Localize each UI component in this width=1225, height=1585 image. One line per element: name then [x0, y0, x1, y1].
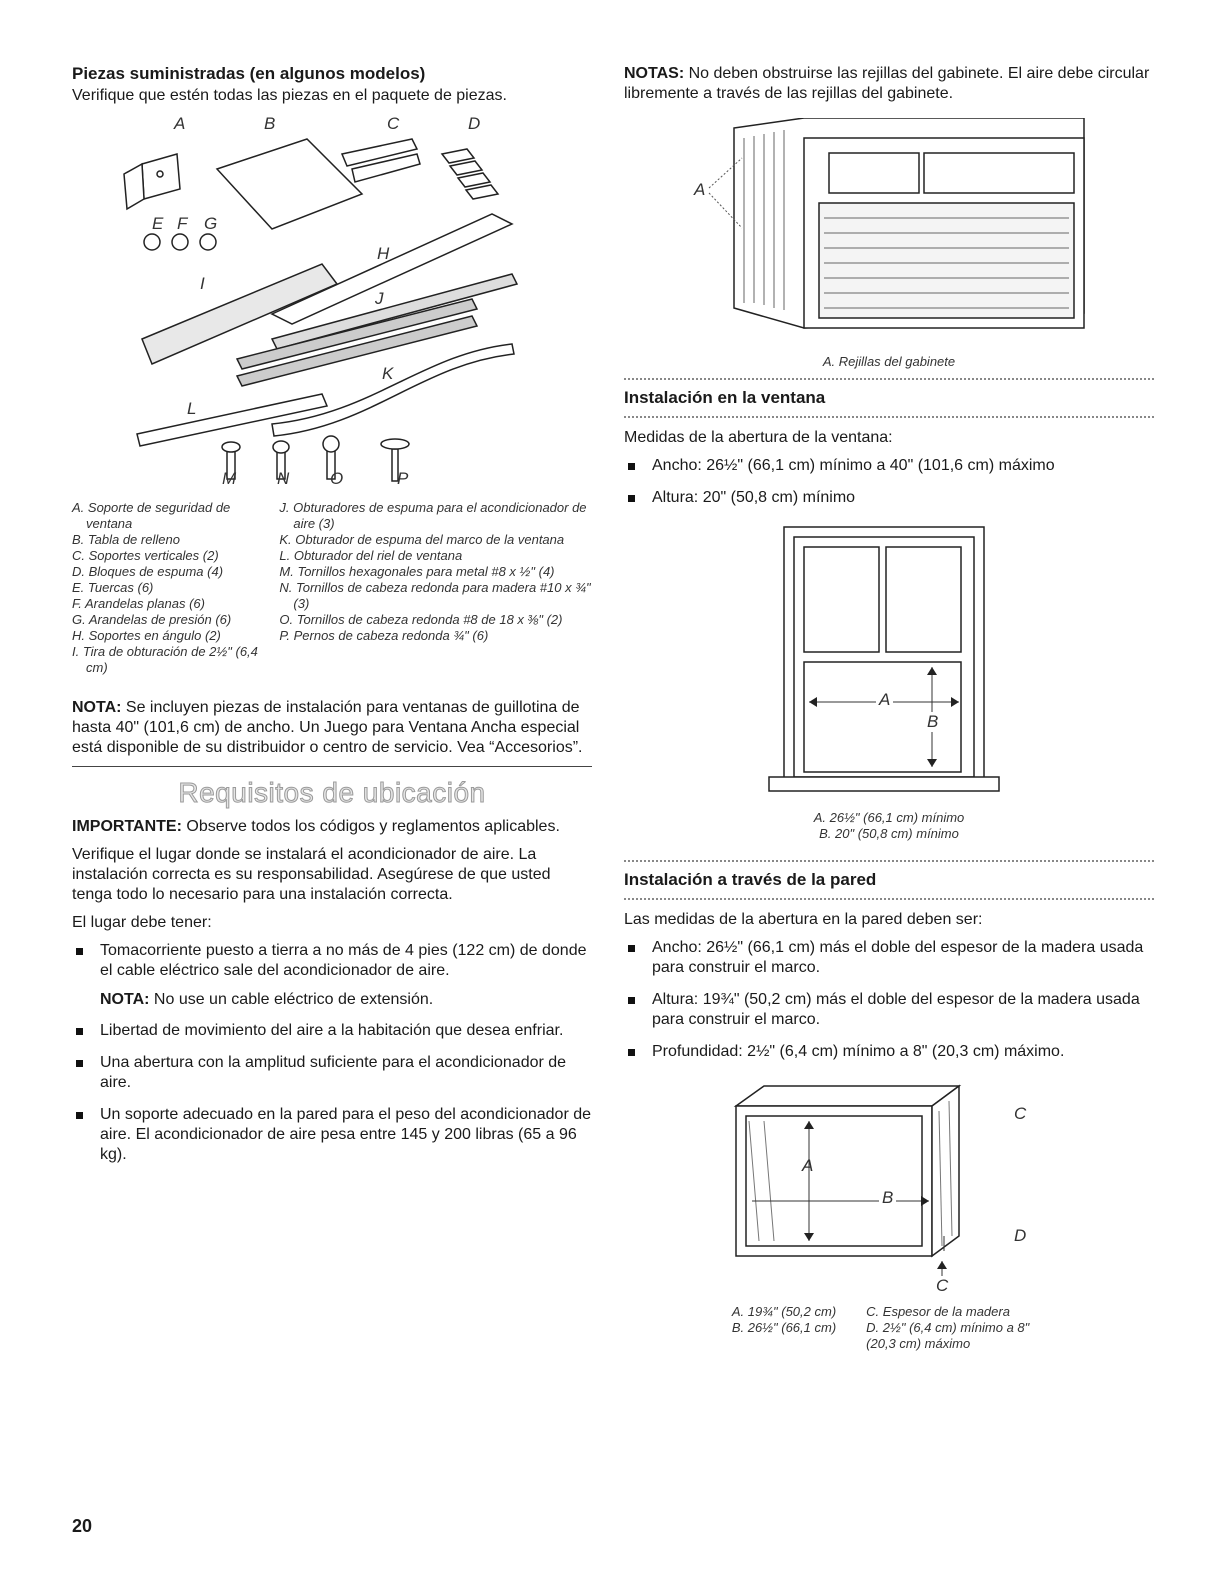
window-letter-b: B — [924, 712, 941, 732]
window-caption-b: B. 20" (50,8 cm) mínimo — [819, 826, 959, 841]
legend-column-2 — [279, 500, 592, 676]
notas-label: NOTAS: — [624, 65, 685, 82]
nota-text: Se incluyen piezas de instalación para ventanas de guillotina de hasta 40" (101,6 cm) de ancho. Un Juego para Ventana Ancha especial está disponible de su distribuidor o centro de servicio. Vea “Accesorios”. — [72, 699, 583, 756]
fig-letter-o: O — [330, 469, 344, 488]
place-paragraph: El lugar debe tener: — [72, 914, 212, 931]
bullet-note-text: No use un cable eléctrico de extensión. — [149, 991, 434, 1008]
list-item: Libertad de movimiento del aire a la habitación que desea enfriar. — [72, 1021, 592, 1041]
page-number: 20 — [72, 1516, 93, 1536]
legend-item: B. Tabla de relleno — [72, 532, 180, 547]
wall-caption-d: D. 2½" (6,4 cm) mínimo a 8" (20,3 cm) máximo — [866, 1320, 1030, 1351]
legend-item: G. Arandelas de presión (6) — [72, 612, 232, 627]
list-item: Una abertura con la amplitud suficiente para el acondicionador de aire. — [72, 1053, 592, 1093]
list-item: Ancho: 26½" (66,1 cm) mínimo a 40" (101,6 cm) máximo — [624, 456, 1154, 476]
legend-item: A. Soporte de seguridad de ventana — [72, 500, 231, 531]
window-illustration — [624, 522, 1154, 802]
legend-item: C. Soportes verticales (2) — [72, 548, 219, 563]
wall-caption-col-1 — [732, 1304, 836, 1352]
window-intro: Medidas de la abertura de la ventana: — [624, 429, 893, 446]
fig-letter-k: K — [382, 364, 394, 383]
legend-item: L. Obturador del riel de ventana — [279, 548, 463, 563]
fig-letter-m: M — [222, 469, 237, 488]
left-column — [72, 64, 592, 1177]
fig-letter-h: H — [377, 244, 390, 263]
window-install-header — [624, 378, 1154, 418]
legend-item: K. Obturador de espuma del marco de la ventana — [279, 532, 565, 547]
legend-item: E. Tuercas (6) — [72, 580, 154, 595]
legend-item: N. Tornillos de cabeza redonda para madera #10 x ¾" (3) — [279, 580, 591, 611]
requirements-list — [72, 941, 592, 981]
wall-caption-c: C. Espesor de la madera — [866, 1304, 1010, 1319]
wall-letter-b: B — [879, 1188, 896, 1208]
important-paragraph — [72, 817, 592, 837]
ac-caption: A. Rejillas del gabinete — [822, 354, 956, 369]
legend-item: M. Tornillos hexagonales para metal #8 x ½" (4) — [279, 564, 555, 579]
wall-letter-d: D — [1014, 1226, 1027, 1245]
list-item: Un soporte adecuado en la pared para el peso del acondicionador de aire. El acondicionador de aire pesa entre 145 y 200 libras (65 a 96 kg). — [72, 1105, 592, 1165]
wall-letter-a: A — [802, 1156, 814, 1175]
verify-paragraph: Verifique el lugar donde se instalará el acondicionador de aire. La instalación correcta es su responsabilidad. Asegúrese de que usted tenga todo lo necesario para una instalación correcta. — [72, 846, 551, 903]
right-column — [624, 64, 1154, 1352]
requirements-list-continued — [72, 1021, 592, 1165]
wall-captions — [624, 1304, 1154, 1352]
important-label: IMPORTANTE: — [72, 818, 182, 835]
legend-item: J. Obturadores de espuma para el acondicionador de aire (3) — [279, 500, 587, 531]
legend-item: P. Pernos de cabeza redonda ¾" (6) — [279, 628, 489, 643]
parts-illustration — [72, 114, 592, 494]
list-item: Profundidad: 2½" (6,4 cm) mínimo a 8" (20,3 cm) máximo. — [624, 1042, 1154, 1062]
requirements-title: Requisitos de ubicación — [178, 777, 486, 808]
legend-item: O. Tornillos de cabeza redonda #8 de 18 x ⅜" (2) — [279, 612, 563, 627]
legend-item: I. Tira de obturación de 2½" (6,4 cm) — [72, 644, 258, 675]
legend-item: F. Arandelas planas (6) — [72, 596, 205, 611]
nota-label: NOTA: — [72, 699, 122, 716]
wall-letter-c: C — [1014, 1104, 1027, 1123]
list-item: Altura: 19¾" (50,2 cm) más el doble del espesor de la madera usada para construir el marco. — [624, 990, 1154, 1030]
legend-item: H. Soportes en ángulo (2) — [72, 628, 221, 643]
list-item: Altura: 20" (50,8 cm) mínimo — [624, 488, 1154, 508]
wall-letter-c-bottom: C — [936, 1276, 949, 1295]
ac-letter-a: A — [694, 180, 706, 199]
wall-measurements-list — [624, 938, 1154, 1062]
legend-item: D. Bloques de espuma (4) — [72, 564, 224, 579]
ac-unit-drawing — [624, 118, 1154, 348]
wall-install-title: Instalación a través de la pared — [624, 870, 877, 889]
bullet-note-label: NOTA: — [100, 991, 150, 1008]
fig-letter-f: F — [177, 214, 188, 233]
window-letter-a: A — [876, 690, 893, 710]
fig-letter-e: E — [152, 214, 164, 233]
wall-intro: Las medidas de la abertura en la pared deben ser: — [624, 911, 983, 928]
fig-letter-c: C — [387, 114, 400, 133]
wall-install-header — [624, 860, 1154, 900]
fig-letter-a: A — [174, 114, 186, 133]
fig-letter-i: I — [200, 274, 205, 293]
parts-legend — [72, 500, 592, 676]
section-divider — [72, 766, 592, 767]
legend-column-1 — [72, 500, 267, 676]
wall-caption-a: A. 19¾" (50,2 cm) — [731, 1304, 837, 1319]
fig-letter-j: J — [375, 289, 384, 308]
bullet-note — [72, 991, 592, 1009]
list-item: Ancho: 26½" (66,1 cm) más el doble del espesor de la madera usada para construir el marco. — [624, 938, 1154, 978]
fig-letter-b: B — [264, 114, 276, 133]
wall-caption-b: B. 26½" (66,1 cm) — [731, 1320, 837, 1335]
wall-caption-col-2 — [866, 1304, 1046, 1352]
notas-paragraph — [624, 64, 1154, 104]
fig-letter-l: L — [187, 399, 197, 418]
window-drawing — [624, 522, 1154, 802]
parts-drawing — [72, 114, 592, 494]
wall-frame-illustration — [624, 1076, 1154, 1296]
wall-frame-drawing — [624, 1076, 1154, 1296]
window-measurements-list — [624, 456, 1154, 508]
parts-title: Piezas suministradas (en algunos modelos) — [72, 64, 426, 83]
fig-letter-n: N — [277, 469, 290, 488]
ac-unit-illustration — [624, 118, 1154, 348]
nota-paragraph — [72, 698, 592, 758]
fig-letter-g: G — [204, 214, 218, 233]
list-item: Tomacorriente puesto a tierra a no más de 4 pies (122 cm) de donde el cable eléctrico sale del acondicionador de aire. — [72, 941, 592, 981]
important-text: Observe todos los códigos y reglamentos aplicables. — [181, 818, 560, 835]
parts-intro: Verifique que estén todas las piezas en el paquete de piezas. — [72, 87, 507, 104]
fig-letter-p: P — [397, 469, 409, 488]
window-install-title: Instalación en la ventana — [624, 388, 826, 407]
notas-text: No deben obstruirse las rejillas del gabinete. El aire debe circular libremente a través de las rejillas del gabinete. — [624, 65, 1150, 102]
window-caption-a: A. 26½" (66,1 cm) mínimo — [813, 810, 965, 825]
fig-letter-d: D — [468, 114, 481, 133]
